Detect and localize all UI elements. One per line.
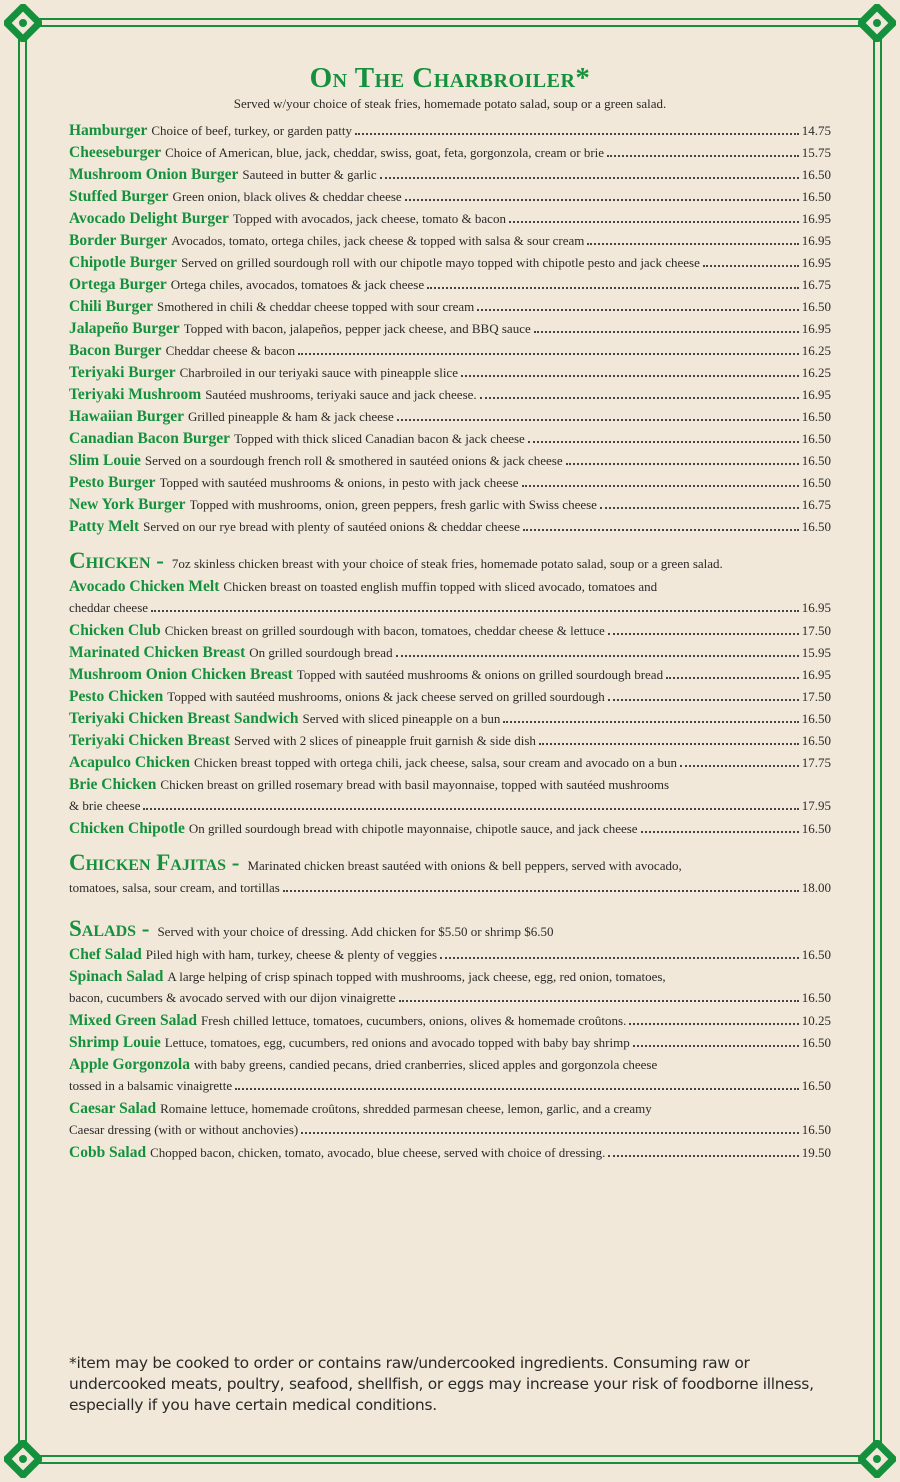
- menu-item-desc: with baby greens, candied pecans, dried cranberries, sliced apples and gorgonzola cheese: [194, 1057, 658, 1072]
- leader-dots: [509, 220, 799, 223]
- menu-item-name: Chili Burger: [69, 298, 153, 315]
- menu-item-price: 16.75: [801, 497, 831, 512]
- menu-item-desc: Served on grilled sourdough roll with our chipotle mayo topped with chipotle pesto and jack cheese: [181, 255, 700, 270]
- fajitas-section: [69, 850, 831, 902]
- menu-item: [69, 1012, 831, 1034]
- menu-item: [69, 622, 831, 644]
- menu-item-price: 16.50: [801, 821, 831, 836]
- menu-item-desc: Smothered in chili & cheddar cheese topped with sour cream: [156, 299, 475, 314]
- menu-item-price: 16.50: [801, 409, 831, 424]
- charbroiler-title: On The Charbroiler*: [309, 62, 591, 94]
- menu-item-price: 19.50: [801, 1145, 831, 1160]
- menu-item-desc-cont: cheddar cheese: [69, 600, 149, 615]
- menu-item-price: 10.25: [801, 1013, 831, 1028]
- menu-item-name: Pesto Burger: [69, 474, 156, 491]
- menu-item: [69, 430, 831, 452]
- menu-item: [69, 232, 831, 254]
- menu-item: [69, 342, 831, 364]
- menu-item-desc: Piled high with ham, turkey, cheese & plenty of veggies: [145, 947, 438, 962]
- menu-item-price: 16.95: [801, 387, 831, 402]
- menu-item: [69, 820, 831, 842]
- menu-item-desc-cont: Caesar dressing (with or without anchovies): [69, 1122, 299, 1137]
- menu-item-desc: Green onion, black olives & cheddar cheese: [172, 189, 402, 204]
- menu-item-name: Stuffed Burger: [69, 188, 169, 205]
- leader-dots: [608, 698, 799, 701]
- leader-dots: [566, 462, 799, 465]
- menu-item-price: 17.50: [801, 689, 831, 704]
- menu-item-price: 16.95: [801, 321, 831, 336]
- menu-item-name: Avocado Chicken Melt: [69, 578, 220, 595]
- menu-item-price: 17.75: [801, 755, 831, 770]
- menu-item-name: Slim Louie: [69, 452, 141, 469]
- menu-item: [69, 364, 831, 386]
- menu-item-desc: Served with 2 slices of pineapple fruit garnish & side dish: [234, 733, 536, 748]
- fajitas-desc2: tomatoes, salsa, sour cream, and tortillas: [69, 880, 280, 895]
- menu-item-name: Border Burger: [69, 232, 168, 249]
- menu-item-price: 16.50: [801, 733, 831, 748]
- menu-item-line: [69, 968, 831, 990]
- leader-dots: [461, 374, 799, 377]
- menu-item-name: Patty Melt: [69, 518, 140, 535]
- menu-item-desc: Served on a sourdough french roll & smothered in sautéed onions & jack cheese: [144, 453, 563, 468]
- menu-item-price: 15.75: [801, 145, 831, 160]
- menu-item-price: 16.50: [801, 299, 831, 314]
- menu-item-price: 16.50: [801, 453, 831, 468]
- menu-item: [69, 188, 831, 210]
- menu-item-desc: On grilled sourdough bread: [249, 645, 393, 660]
- fajitas-price: 18.00: [801, 880, 831, 895]
- menu-item-line: [69, 1122, 831, 1144]
- menu-item-name: Teriyaki Chicken Breast: [69, 732, 231, 749]
- menu-item-price: 16.95: [801, 600, 831, 615]
- menu-item: [69, 710, 831, 732]
- menu-item-price: 16.50: [801, 519, 831, 534]
- menu-item: [69, 210, 831, 232]
- fajitas-title: Chicken Fajitas -: [69, 850, 240, 875]
- leader-dots: [680, 764, 799, 767]
- leader-dots: [380, 176, 799, 179]
- menu-item-name: Avocado Delight Burger: [69, 210, 229, 227]
- chicken-desc: 7oz skinless chicken breast with your choice of steak fries, homemade potato salad, soup or a green salad.: [171, 556, 723, 571]
- leader-dots: [480, 396, 799, 399]
- menu-item: [69, 666, 831, 688]
- menu-item-name: Jalapeño Burger: [69, 320, 180, 337]
- menu-item-line: [69, 776, 831, 798]
- menu-item-name: Marinated Chicken Breast: [69, 644, 246, 661]
- menu-item-price: 14.75: [801, 123, 831, 138]
- menu-item: [69, 496, 831, 518]
- leader-dots: [301, 1131, 798, 1134]
- menu-item-desc: Served on our rye bread with plenty of sautéed onions & cheddar cheese: [143, 519, 521, 534]
- leader-dots: [608, 1154, 798, 1157]
- leader-dots: [283, 889, 799, 892]
- menu-item-desc: Choice of American, blue, jack, cheddar, swiss, goat, feta, gorgonzola, cream or brie: [165, 145, 605, 160]
- menu-item-name: Pesto Chicken: [69, 688, 164, 705]
- leader-dots: [396, 654, 799, 657]
- salads-desc: Served with your choice of dressing. Add chicken for $5.50 or shrimp $6.50: [157, 924, 554, 939]
- menu-item-desc: Avocados, tomato, ortega chiles, jack cheese & topped with salsa & sour cream: [171, 233, 585, 248]
- menu-item-desc-cont: & brie cheese: [69, 798, 141, 813]
- menu-item-desc-cont: bacon, cucumbers & avocado served with our dijon vinaigrette: [69, 990, 396, 1005]
- leader-dots: [528, 440, 799, 443]
- menu-item-name: Shrimp Louie: [69, 1034, 161, 1051]
- menu-item-desc: Sauteed in butter & garlic: [242, 167, 377, 182]
- leader-dots: [666, 676, 799, 679]
- menu-item: [69, 776, 831, 820]
- leader-dots: [587, 242, 798, 245]
- menu-item: [69, 1144, 831, 1166]
- menu-item: [69, 754, 831, 776]
- menu-item-desc: Topped with mushrooms, onion, green peppers, fresh garlic with Swiss cheese: [189, 497, 597, 512]
- menu-item-name: Teriyaki Mushroom: [69, 386, 202, 403]
- menu-item-price: 16.95: [801, 233, 831, 248]
- menu-item: [69, 452, 831, 474]
- menu-item-desc: Chicken breast topped with ortega chili, jack cheese, salsa, sour cream and avocado on a bun: [194, 755, 677, 770]
- leader-dots: [503, 720, 798, 723]
- menu-content: [69, 60, 831, 1166]
- menu-item-desc: Ortega chiles, avocados, tomatoes & jack cheese: [170, 277, 425, 292]
- menu-item-price: 16.50: [801, 1122, 831, 1137]
- menu-item: [69, 518, 831, 540]
- leader-dots: [633, 1044, 799, 1047]
- menu-item-desc: Topped with sautéed mushrooms & onions, in pesto with jack cheese: [159, 475, 519, 490]
- fajitas-desc: Marinated chicken breast sautéed with onions & bell peppers, served with avocado,: [247, 858, 682, 873]
- leader-dots: [298, 352, 799, 355]
- menu-item: [69, 254, 831, 276]
- menu-item-desc: Topped with sautéed mushrooms, onions & jack cheese served on grilled sourdough: [167, 689, 605, 704]
- menu-item-price: 16.50: [801, 1035, 831, 1050]
- menu-item: [69, 166, 831, 188]
- menu-item-name: Chicken Chipotle: [69, 820, 185, 837]
- menu-item-line: [69, 1056, 831, 1078]
- leader-dots: [703, 264, 799, 267]
- menu-item-desc: Charbroiled in our teriyaki sauce with pineapple slice: [179, 365, 458, 380]
- leader-dots: [522, 484, 799, 487]
- leader-dots: [427, 286, 799, 289]
- menu-item-price: 17.50: [801, 623, 831, 638]
- salads-list: [69, 946, 831, 1166]
- menu-item-line: [69, 600, 831, 622]
- menu-item-desc: Topped with thick sliced Canadian bacon & jack cheese: [234, 431, 525, 446]
- corner-ornament-icon: [858, 4, 896, 42]
- menu-item-desc: Served with sliced pineapple on a bun: [302, 711, 501, 726]
- leader-dots: [477, 308, 798, 311]
- menu-item-name: Mushroom Onion Burger: [69, 166, 239, 183]
- menu-item-name: Chef Salad: [69, 946, 142, 963]
- menu-item-desc: Grilled pineapple & ham & jack cheese: [187, 409, 394, 424]
- menu-item-price: 16.50: [801, 189, 831, 204]
- menu-item: [69, 1100, 831, 1144]
- leader-dots: [143, 807, 798, 810]
- menu-item-name: Apple Gorgonzola: [69, 1056, 190, 1073]
- menu-item-name: Teriyaki Chicken Breast Sandwich: [69, 710, 299, 727]
- menu-item-price: 15.95: [801, 645, 831, 660]
- menu-item-price: 16.95: [801, 211, 831, 226]
- menu-item: [69, 688, 831, 710]
- menu-item: [69, 276, 831, 298]
- menu-item-price: 16.95: [801, 255, 831, 270]
- menu-item-price: 16.50: [801, 990, 831, 1005]
- menu-item: [69, 408, 831, 430]
- menu-item-line: [69, 578, 831, 600]
- menu-item-line: [69, 1100, 831, 1122]
- corner-ornament-icon: [4, 4, 42, 42]
- menu-item: [69, 1056, 831, 1100]
- menu-item-name: Ortega Burger: [69, 276, 167, 293]
- chicken-header: [69, 548, 831, 578]
- menu-item-desc-cont: tossed in a balsamic vinaigrette: [69, 1078, 233, 1093]
- menu-item: [69, 732, 831, 754]
- leader-dots: [539, 742, 799, 745]
- menu-item-price: 17.95: [801, 798, 831, 813]
- menu-item-name: Cobb Salad: [69, 1144, 147, 1161]
- menu-item-name: Mushroom Onion Chicken Breast: [69, 666, 293, 683]
- menu-item: [69, 474, 831, 496]
- menu-item: [69, 320, 831, 342]
- menu-item-desc: Choice of beef, turkey, or garden patty: [151, 123, 352, 138]
- menu-item: [69, 122, 831, 144]
- menu-item-desc: On grilled sourdough bread with chipotle mayonnaise, chipotle sauce, and jack cheese: [188, 821, 638, 836]
- menu-item-desc: A large helping of crisp spinach topped with mushrooms, jack cheese, egg, red onion, tomatoes,: [167, 969, 666, 984]
- menu-item-name: Canadian Bacon Burger: [69, 430, 231, 447]
- corner-ornament-icon: [4, 1440, 42, 1478]
- menu-item-name: Bacon Burger: [69, 342, 162, 359]
- menu-item-desc: Chicken breast on grilled rosemary bread with basil mayonnaise, topped with sautéed mushrooms: [160, 777, 670, 792]
- leader-dots: [641, 830, 799, 833]
- menu-item-price: 16.50: [801, 167, 831, 182]
- menu-item: [69, 386, 831, 408]
- leader-dots: [405, 198, 799, 201]
- charbroiler-subtitle: Served w/your choice of steak fries, homemade potato salad, soup or a green salad.: [233, 96, 667, 111]
- menu-item-price: 16.50: [801, 947, 831, 962]
- menu-item-price: 16.25: [801, 343, 831, 358]
- menu-item: [69, 1034, 831, 1056]
- corner-ornament-icon: [858, 1440, 896, 1478]
- leader-dots: [523, 528, 799, 531]
- menu-item: [69, 644, 831, 666]
- menu-item-name: Teriyaki Burger: [69, 364, 176, 381]
- salads-title: Salads -: [69, 916, 150, 941]
- menu-item-name: Caesar Salad: [69, 1100, 157, 1117]
- menu-item: [69, 578, 831, 622]
- leader-dots: [151, 609, 799, 612]
- menu-item-price: 16.75: [801, 277, 831, 292]
- menu-item-name: Cheeseburger: [69, 144, 162, 161]
- leader-dots: [440, 956, 799, 959]
- menu-item-desc: Romaine lettuce, homemade croûtons, shredded parmesan cheese, lemon, garlic, and a creamy: [160, 1101, 652, 1116]
- menu-item-desc: Chicken breast on grilled sourdough with bacon, tomatoes, cheddar cheese & lettuce: [164, 623, 605, 638]
- menu-item-desc: Lettuce, tomatoes, egg, cucumbers, red onions and avocado topped with baby bay shrimp: [164, 1035, 630, 1050]
- menu-item-line: [69, 798, 831, 820]
- leader-dots: [629, 1022, 798, 1025]
- leader-dots: [607, 154, 799, 157]
- leader-dots: [397, 418, 799, 421]
- leader-dots: [534, 330, 799, 333]
- menu-item-name: Hawaiian Burger: [69, 408, 184, 425]
- chicken-title: Chicken -: [69, 548, 164, 573]
- charbroiler-list: [69, 122, 831, 540]
- menu-item-name: Chipotle Burger: [69, 254, 178, 271]
- menu-item-line: [69, 1078, 831, 1100]
- menu-item-desc: Fresh chilled lettuce, tomatoes, cucumbers, onions, olives & homemade croûtons.: [201, 1013, 627, 1028]
- menu-item: [69, 968, 831, 1012]
- menu-item-name: Acapulco Chicken: [69, 754, 190, 771]
- leader-dots: [355, 132, 799, 135]
- menu-item-price: 16.25: [801, 365, 831, 380]
- leader-dots: [235, 1087, 799, 1090]
- menu-item-desc: Cheddar cheese & bacon: [165, 343, 296, 358]
- menu-item-price: 16.95: [801, 667, 831, 682]
- leader-dots: [399, 999, 799, 1002]
- menu-item-name: Mixed Green Salad: [69, 1012, 198, 1029]
- menu-item-name: Brie Chicken: [69, 776, 157, 793]
- menu-item: [69, 946, 831, 968]
- menu-item-desc: Chicken breast on toasted english muffin topped with sliced avocado, tomatoes and: [223, 579, 658, 594]
- menu-item-price: 16.50: [801, 711, 831, 726]
- menu-item-name: New York Burger: [69, 496, 186, 513]
- salads-header: [69, 916, 831, 946]
- menu-item-desc: Chopped bacon, chicken, tomato, avocado, blue cheese, served with choice of dressing.: [150, 1145, 606, 1160]
- menu-item-price: 16.50: [801, 475, 831, 490]
- menu-item-price: 16.50: [801, 1078, 831, 1093]
- menu-item: [69, 144, 831, 166]
- menu-item: [69, 298, 831, 320]
- leader-dots: [608, 632, 799, 635]
- menu-item-price: 16.50: [801, 431, 831, 446]
- menu-item-desc: Topped with sautéed mushrooms & onions on grilled sourdough bread: [296, 667, 664, 682]
- menu-item-name: Spinach Salad: [69, 968, 164, 985]
- menu-item-desc: Topped with avocados, jack cheese, tomato & bacon: [232, 211, 506, 226]
- footnote: *item may be cooked to order or contains raw/undercooked ingredients. Consuming raw or undercooked meats, poultry, seafood, shellfish, or eggs may increase your risk of foodborne illness, especially if you have certain medical conditions.: [69, 1354, 814, 1414]
- menu-item-desc: Topped with bacon, jalapeños, pepper jack cheese, and BBQ sauce: [183, 321, 531, 336]
- menu-item-desc: Sautéed mushrooms, teriyaki sauce and jack cheese.: [205, 387, 477, 402]
- menu-item-name: Chicken Club: [69, 622, 161, 639]
- leader-dots: [600, 506, 799, 509]
- chicken-list: [69, 578, 831, 842]
- menu-item-line: [69, 990, 831, 1012]
- menu-item-name: Hamburger: [69, 122, 148, 139]
